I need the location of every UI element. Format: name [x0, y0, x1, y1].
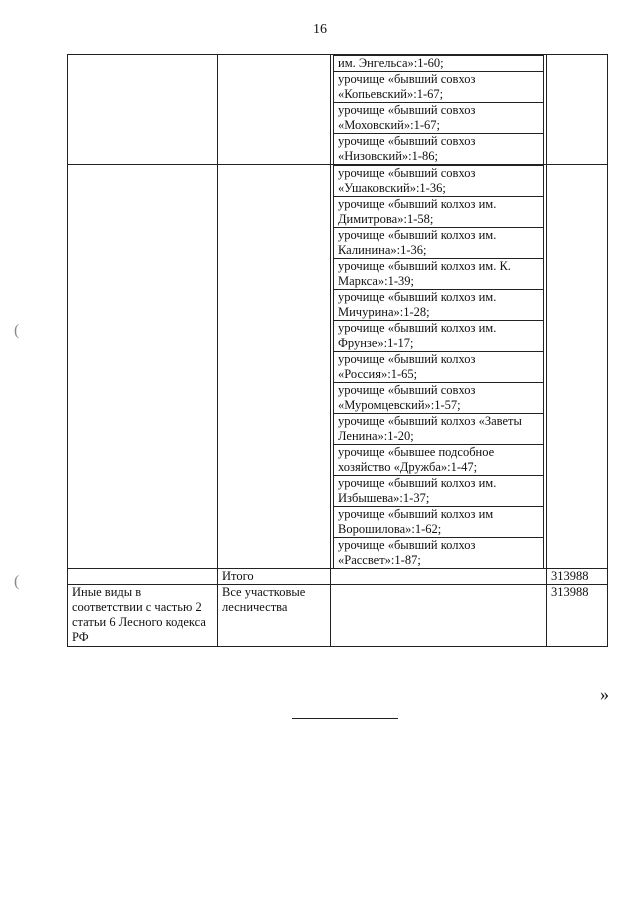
forestry-cell: Все участковые лесничества: [218, 585, 331, 647]
tract-item: [334, 103, 544, 134]
tract-item: [334, 134, 544, 165]
tract-item: [334, 166, 544, 197]
tract-item-text: урочище «бывший совхоз «Моховский»:1-67;: [334, 103, 544, 134]
tracts-cell: [331, 585, 547, 647]
tract-list: [333, 165, 544, 568]
tract-list: [333, 55, 544, 164]
tracts-cell: [331, 165, 547, 569]
tract-item: [334, 507, 544, 538]
purpose-cell: Иные виды в соответствии с частью 2 статьи 6 Лесного кодекса РФ: [68, 585, 218, 647]
margin-mark: (: [14, 573, 20, 590]
tract-item: [334, 321, 544, 352]
purpose-cell: [68, 569, 218, 585]
tract-item-text: урочище «бывший колхоз «Рассвет»:1-87;: [334, 538, 544, 569]
tract-item: [334, 383, 544, 414]
area-cell: [547, 55, 608, 165]
tract-item: [334, 445, 544, 476]
tract-item-text: урочище «бывшее подсобное хозяйство «Дружба»:1-47;: [334, 445, 544, 476]
tract-item-text: урочище «бывший колхоз им. Избышева»:1-37;: [334, 476, 544, 507]
tract-item: [334, 290, 544, 321]
tract-item-text: урочище «бывший колхоз им. Мичурина»:1-28;: [334, 290, 544, 321]
total-row: [68, 569, 608, 585]
forest-use-table: [67, 54, 608, 647]
purpose-cell: [68, 165, 218, 569]
area-cell: [547, 165, 608, 569]
end-divider: [292, 718, 398, 719]
tracts-cell: [331, 55, 547, 165]
tract-item-text: урочище «бывший колхоз им. Калинина»:1-36;: [334, 228, 544, 259]
tract-item-text: урочище «бывший колхоз «Россия»:1-65;: [334, 352, 544, 383]
forestry-cell: [218, 55, 331, 165]
tract-item-text: урочище «бывший колхоз им Ворошилова»:1-62;: [334, 507, 544, 538]
tract-item: [334, 414, 544, 445]
tract-item: [334, 56, 544, 72]
area-value: 313988: [547, 585, 608, 647]
table-row: [68, 55, 608, 165]
tract-item: [334, 72, 544, 103]
tract-item-text: урочище «бывший колхоз «Заветы Ленина»:1-20;: [334, 414, 544, 445]
tract-item-text: урочище «бывший совхоз «Низовский»:1-86;: [334, 134, 544, 165]
tract-item: [334, 476, 544, 507]
tract-item: [334, 259, 544, 290]
tract-item-text: урочище «бывший совхоз «Копьевский»:1-67;: [334, 72, 544, 103]
table-row: [68, 585, 608, 647]
page-number: 16: [313, 22, 327, 37]
purpose-cell: [68, 55, 218, 165]
forestry-cell: [218, 165, 331, 569]
tract-item-text: урочище «бывший колхоз им. Димитрова»:1-58;: [334, 197, 544, 228]
total-value: 313988: [547, 569, 608, 585]
tract-item: [334, 197, 544, 228]
tract-item: [334, 352, 544, 383]
tract-item-text: им. Энгельса»:1-60;: [334, 56, 544, 72]
margin-mark: (: [14, 322, 20, 339]
total-label: Итого: [218, 569, 331, 585]
tract-item: [334, 538, 544, 569]
tract-item-text: урочище «бывший колхоз им. К. Маркса»:1-39;: [334, 259, 544, 290]
tract-item-text: урочище «бывший совхоз «Ушаковский»:1-36;: [334, 166, 544, 197]
tract-item: [334, 228, 544, 259]
tracts-cell: [331, 569, 547, 585]
closing-quote: »: [600, 684, 609, 704]
tract-item-text: урочище «бывший колхоз им. Фрунзе»:1-17;: [334, 321, 544, 352]
tract-item-text: урочище «бывший совхоз «Муромцевский»:1-57;: [334, 383, 544, 414]
table-row: [68, 165, 608, 569]
